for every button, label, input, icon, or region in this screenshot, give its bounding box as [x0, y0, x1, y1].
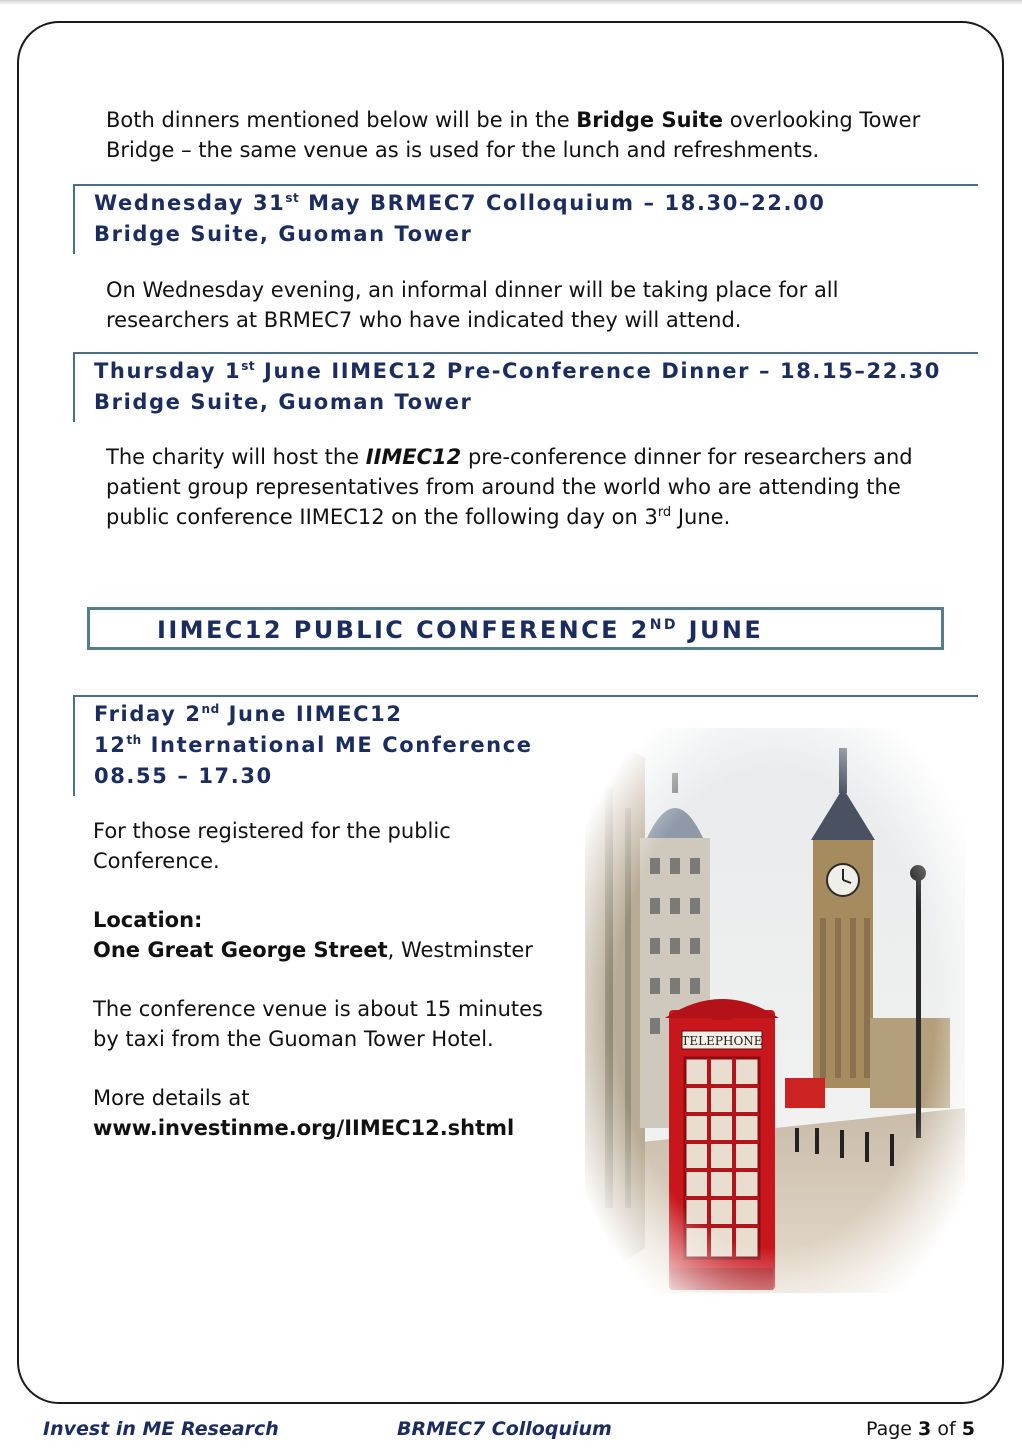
thursday-paragraph: The charity will host the IIMEC12 pre-conference dinner for researchers and patient group representatives from around the world who are attending the public conference IIMEC12 on the following day on 3rd June. [106, 445, 913, 529]
intro-line-2: Bridge – the same venue as is used for the lunch and refreshments. [106, 138, 820, 162]
intro-text-end: overlooking Tower [723, 108, 921, 132]
friday-times: 08.55 – 17.30 [94, 764, 273, 788]
friday-heading: Friday 2nd June IIMEC12 12th International ME Conference 08.55 – 17.30 [73, 695, 978, 796]
footer-event: BRMEC7 Colloquium [397, 1418, 612, 1440]
registration-note: For those registered for the public Conference. [93, 819, 451, 873]
footer-organisation: Invest in ME Research [43, 1418, 279, 1440]
wednesday-venue: Bridge Suite, Guoman Tower [94, 222, 473, 246]
wednesday-paragraph: On Wednesday evening, an informal dinner will be taking place for all researchers at BRMEC7 who have indicated they will attend. [106, 278, 839, 332]
location-name: One Great George Street [93, 938, 388, 962]
thursday-venue: Bridge Suite, Guoman Tower [94, 390, 473, 414]
london-telephone-box-photo [585, 728, 965, 1293]
thursday-heading: Thursday 1st June IIMEC12 Pre-Conference Dinner – 18.15–22.30 Bridge Suite, Guoman Tower [73, 352, 978, 422]
location-block: Location: One Great George Street, Westminster [93, 908, 533, 962]
venue-travel-note: The conference venue is about 15 minutes by taxi from the Guoman Tower Hotel. [93, 997, 543, 1051]
page-number: 3 [918, 1418, 932, 1440]
intro-venue: Bridge Suite [576, 108, 724, 132]
location-label: Location: [93, 908, 203, 932]
details-link[interactable]: www.investinme.org/IIMEC12.shtml [93, 1116, 515, 1140]
public-conference-banner: IIMEC12 PUBLIC CONFERENCE 2ND JUNE [87, 607, 944, 650]
more-details: More details at www.investinme.org/IIMEC12.shtml [93, 1086, 515, 1140]
intro-paragraph [106, 105, 920, 165]
page-total: 5 [961, 1418, 975, 1440]
intro-text: Both dinners mentioned below will be in the [106, 108, 577, 132]
wednesday-heading: Wednesday 31st May BRMEC7 Colloquium – 18.30–22.00 Bridge Suite, Guoman Tower [73, 184, 978, 254]
top-shadow-line [0, 0, 1022, 5]
page-indicator: Page 3 of 5 [866, 1418, 975, 1440]
